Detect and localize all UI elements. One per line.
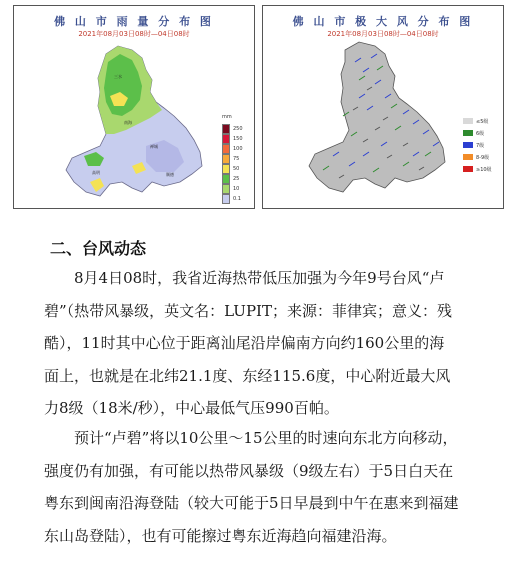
legend-swatch [463, 154, 473, 160]
legend-swatch [222, 164, 230, 174]
legend-label: 150 [233, 136, 243, 142]
legend-swatch [463, 142, 473, 148]
legend-label: 8-9级 [476, 155, 490, 161]
station-label-4: 高明 [92, 170, 100, 175]
rainfall-map [13, 5, 255, 209]
text-line: 粤东到闽南沿海登陆（较大可能于5日早晨到中午在惠来到福建 [44, 494, 459, 512]
station-label-1: 三水 [114, 74, 122, 79]
rainfall-legend-item [222, 124, 252, 134]
wind-map [262, 5, 504, 209]
legend-label: 25 [233, 176, 240, 182]
wind-legend-item [463, 128, 501, 138]
rainfall-legend-item [222, 164, 252, 174]
text-line: 力8级（18米/秒），中心最低气压990百帕。 [44, 399, 339, 417]
legend-label: ≥10级 [476, 167, 492, 173]
wind-map-title: 佛 山 市 极 大 风 分 布 图 [292, 15, 474, 28]
text-line: 强度仍有加强，有可能以热带风暴级（9级左右）于5日白天在 [44, 461, 454, 480]
rainfall-map-title: 佛 山 市 雨 量 分 布 图 [54, 15, 214, 28]
legend-label: 0.1 [233, 196, 241, 202]
wind-legend-item [463, 140, 501, 150]
station-label-3: 禅城 [150, 144, 158, 149]
wind-map-date: 2021年08月03日08时—04日08时 [327, 30, 439, 38]
text-line: 酷），11时其中心位于距离汕尾沿岸偏南方向约160公里的海 [44, 334, 445, 352]
text-line: 预计“卢碧”将以10公里～15公里的时速向东北方向移动， [74, 429, 458, 447]
legend-label: 250 [233, 126, 243, 132]
legend-label: 6级 [476, 131, 485, 137]
rainfall-legend-unit: mm [222, 114, 232, 120]
legend-label: ≤5级 [476, 119, 489, 125]
legend-swatch [222, 124, 230, 134]
rainfall-map-date: 2021年08月03日08时—04日08时 [78, 30, 190, 38]
legend-label: 7级 [476, 143, 485, 149]
rainfall-legend-item [222, 174, 252, 184]
wind-legend-item [463, 152, 501, 162]
legend-swatch [463, 118, 473, 124]
legend-label: 75 [233, 156, 240, 162]
legend-label: 100 [233, 146, 243, 152]
station-label-5: 顺德 [166, 172, 174, 177]
legend-swatch [463, 166, 473, 172]
legend-swatch [463, 130, 473, 136]
text-line: 面上，也就是在北纬21.1度、东经115.6度，中心附近最大风 [44, 366, 451, 385]
section-heading: 二、台风动态 [50, 239, 147, 258]
station-label-2: 南海 [124, 120, 132, 125]
wind-legend-item [463, 116, 501, 126]
rainfall-legend-item [222, 154, 252, 164]
legend-label: 50 [233, 166, 240, 172]
wind-legend-item [463, 164, 501, 174]
rainfall-legend-item [222, 144, 252, 154]
figure-row [0, 0, 508, 220]
legend-swatch [222, 194, 230, 204]
rainfall-legend-item [222, 184, 252, 194]
legend-swatch [222, 184, 230, 194]
rainfall-legend-item [222, 134, 252, 144]
legend-swatch [222, 154, 230, 164]
legend-swatch [222, 174, 230, 184]
text-line: 8月4日08时，我省近海热带低压加强为今年9号台风“卢 [74, 269, 445, 287]
paragraph-typhoon-forecast [44, 422, 489, 552]
paragraph-typhoon-status [44, 262, 489, 425]
text-line: 东山岛登陆），也有可能擦过粤东近海趋向福建沿海。 [44, 526, 397, 545]
legend-swatch [222, 144, 230, 154]
text-line: 碧”（热带风暴级，英文名：LUPIT；来源：菲律宾；意义：残 [44, 301, 452, 320]
rainfall-legend-item [222, 194, 252, 204]
legend-swatch [222, 134, 230, 144]
legend-label: 10 [233, 186, 240, 192]
